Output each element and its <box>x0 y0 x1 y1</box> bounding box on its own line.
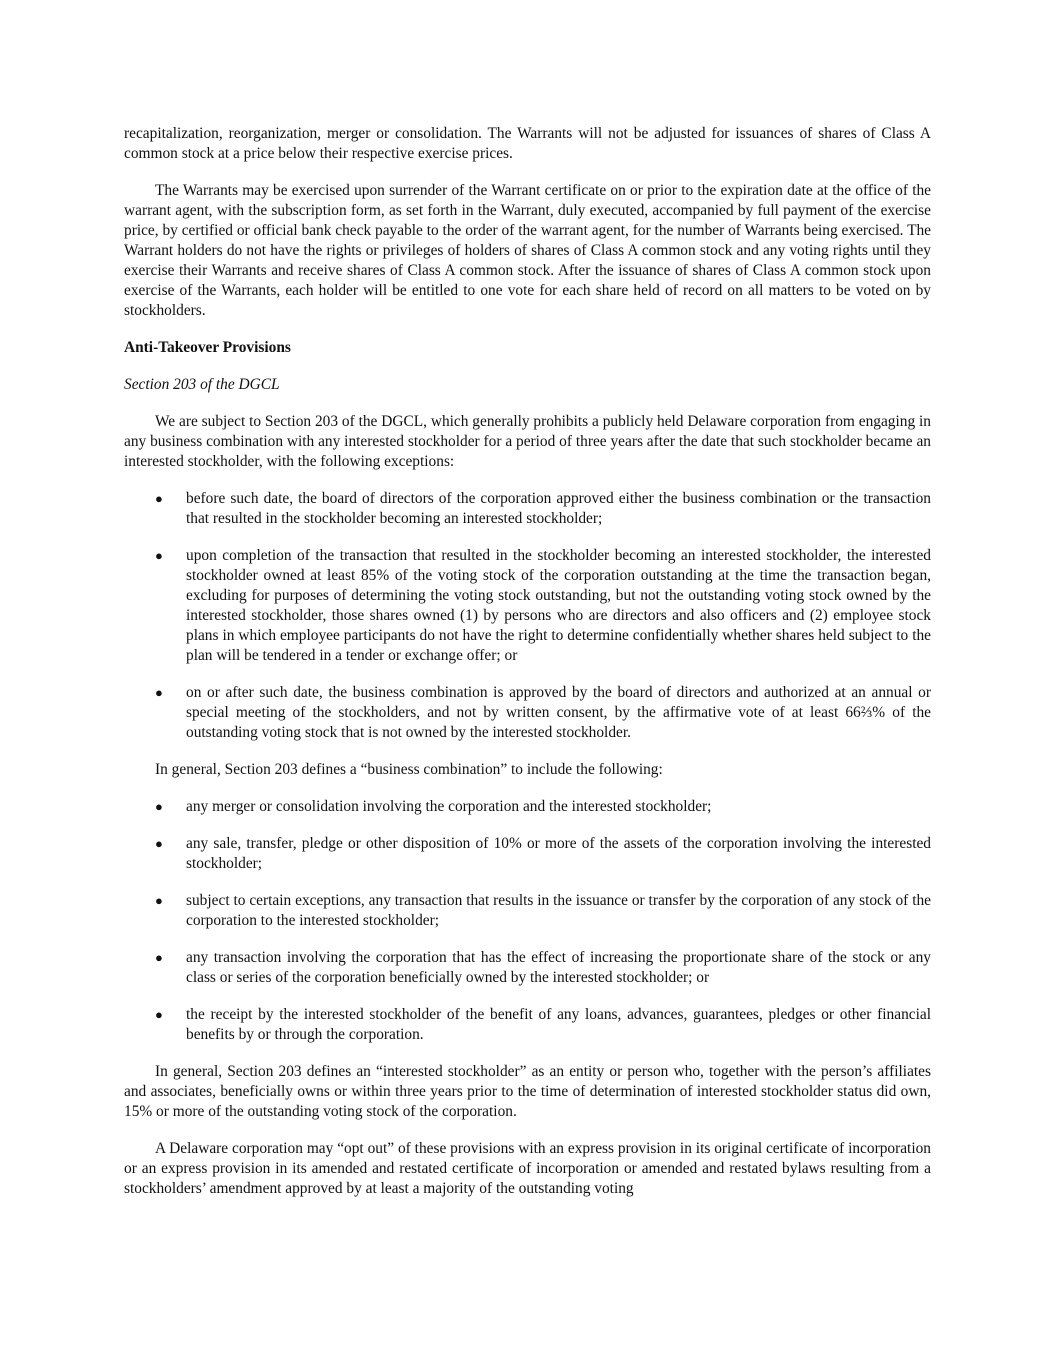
bullet-icon: ● <box>155 950 163 965</box>
list-item-text: the receipt by the interested stockholder of the benefit of any loans, advances, guarantees, pledges or other financial benefits by or through the corporation. <box>186 1006 931 1043</box>
paragraph-section-203-intro: We are subject to Section 203 of the DGCL, which generally prohibits a publicly held Delaware corporation from engaging in any business combination with any interested stockholder for a period of three years after the date that such stockholder became an interested stockholder, with the following exceptions: <box>124 413 931 470</box>
exceptions-list <box>124 489 931 743</box>
list-item-text: subject to certain exceptions, any transaction that results in the issuance or transfer by the corporation of any stock of the corporation to the interested stockholder; <box>186 892 931 929</box>
bullet-icon: ● <box>155 799 163 814</box>
list-item <box>124 1005 931 1045</box>
list-item-text: any merger or consolidation involving the corporation and the interested stockholder; <box>186 798 712 815</box>
section-heading: Anti-Takeover Provisions <box>124 339 291 356</box>
paragraph-interested-stockholder: In general, Section 203 defines an “interested stockholder” as an entity or person who, together with the person’s affiliates and associates, beneficially owns or within three years prior to the time of determination of interested stockholder status did own, 15% or more of the outstanding voting stock of the corporation. <box>124 1063 931 1120</box>
section-subheading: Section 203 of the DGCL <box>124 376 280 393</box>
bullet-icon: ● <box>155 685 163 700</box>
paragraph-warrant-exercise: The Warrants may be exercised upon surrender of the Warrant certificate on or prior to the expiration date at the office of the warrant agent, with the subscription form, as set forth in the Warrant, duly executed, accompanied by full payment of the exercise price, by certified or official bank check payable to the order of the warrant agent, for the number of Warrants being exercised. The Warrant holders do not have the rights or privileges of holders of shares of Class A common stock and any voting rights until they exercise their Warrants and receive shares of Class A common stock. After the issuance of shares of Class A common stock upon exercise of the Warrants, each holder will be entitled to one vote for each share held of record on all matters to be voted on by stockholders. <box>124 182 931 319</box>
bullet-icon: ● <box>155 836 163 851</box>
list-item-text: upon completion of the transaction that resulted in the stockholder becoming an interested stockholder, the interested stockholder owned at least 85% of the voting stock of the corporation outstanding at the time the transaction began, excluding for purposes of determining the voting stock outstanding, but not the outstanding voting stock owned by the interested stockholder, those shares owned (1) by persons who are directors and also officers and (2) employee stock plans in which employee participants do not have the right to determine confidentially whether shares held subject to the plan will be tendered in a tender or exchange offer; or <box>186 547 931 664</box>
paragraph-warrant-adjustment: recapitalization, reorganization, merger or consolidation. The Warrants will not be adjusted for issuances of shares of Class A common stock at a price below their respective exercise prices. <box>124 125 931 162</box>
bullet-icon: ● <box>155 548 163 563</box>
paragraph-opt-out: A Delaware corporation may “opt out” of these provisions with an express provision in its original certificate of incorporation or an express provision in its amended and restated certificate of incorporation or amended and restated bylaws resulting from a stockholders’ amendment approved by at least a majority of the outstanding voting <box>124 1140 931 1197</box>
list-item <box>124 683 931 743</box>
bullet-icon: ● <box>155 893 163 908</box>
list-item <box>124 948 931 988</box>
list-item-text: any transaction involving the corporation that has the effect of increasing the proportionate share of the stock or any class or series of the corporation beneficially owned by the interested stockholder; or <box>186 949 931 986</box>
bullet-icon: ● <box>155 1007 163 1022</box>
list-item <box>124 834 931 874</box>
list-item <box>124 489 931 529</box>
list-item-text: before such date, the board of directors of the corporation approved either the business combination or the transaction that resulted in the stockholder becoming an interested stockholder; <box>186 490 931 527</box>
bullet-icon: ● <box>155 491 163 506</box>
list-item-text: on or after such date, the business combination is approved by the board of directors and authorized at an annual or special meeting of the stockholders, and not by written consent, by the affirmative vote of at least 66⅔% of the outstanding voting stock that is not owned by the interested stockholder. <box>186 684 931 741</box>
list-item-text: any sale, transfer, pledge or other disposition of 10% or more of the assets of the corporation involving the interested stockholder; <box>186 835 931 872</box>
list-item <box>124 891 931 931</box>
business-combination-list <box>124 797 931 1045</box>
document-page <box>124 124 931 1216</box>
paragraph-business-combination-intro: In general, Section 203 defines a “business combination” to include the following: <box>155 761 663 778</box>
list-item <box>124 546 931 666</box>
list-item <box>124 797 931 817</box>
